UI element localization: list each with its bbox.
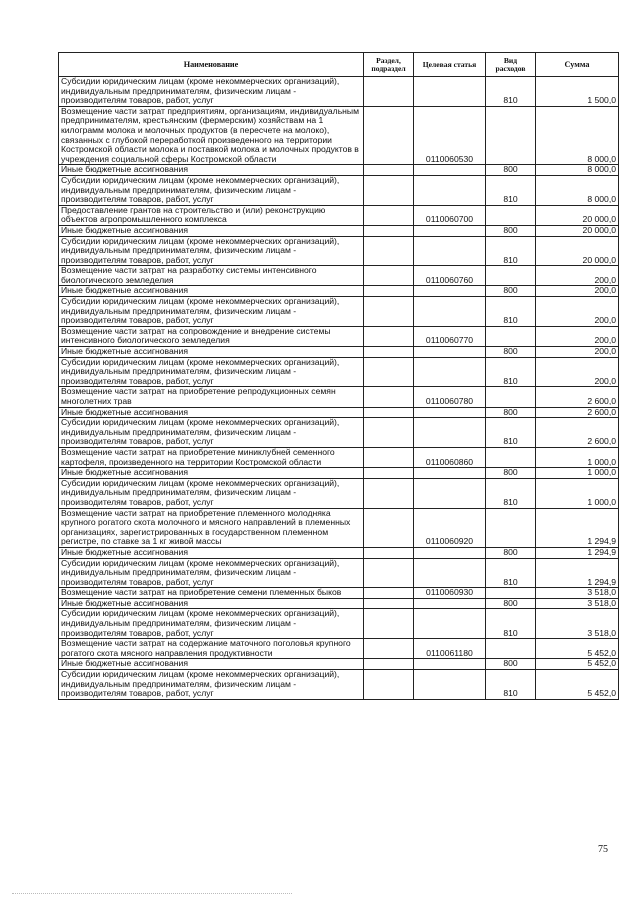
cell-sum: 200,0 (536, 357, 619, 387)
table-row (59, 326, 619, 346)
cell-sum: 1 500,0 (536, 77, 619, 107)
cell-sum: 200,0 (536, 326, 619, 346)
cell-target (414, 547, 486, 558)
cell-name: Возмещение части затрат на сопровождение и внедрение системы интенсивного биологического земледелия (59, 326, 364, 346)
cell-name: Возмещение части затрат на приобретение репродукционных семян многолетних трав (59, 387, 364, 407)
cell-target (414, 165, 486, 176)
table-row (59, 286, 619, 297)
table-row (59, 609, 619, 639)
cell-name: Субсидии юридическим лицам (кроме некоммерческих организаций), индивидуальным предпринимателям, физическим лицам - производителям товаров, работ, услуг (59, 77, 364, 107)
footer-divider (12, 893, 292, 895)
cell-kind: 810 (486, 609, 536, 639)
cell-target (414, 175, 486, 205)
cell-section (364, 357, 414, 387)
cell-kind (486, 266, 536, 286)
cell-target (414, 407, 486, 418)
header-target: Целевая статья (414, 53, 486, 77)
cell-kind: 800 (486, 347, 536, 358)
cell-section (364, 418, 414, 448)
table-row (59, 165, 619, 176)
header-section: Раздел, подраздел (364, 53, 414, 77)
cell-kind: 800 (486, 547, 536, 558)
header-kind: Вид расходов (486, 53, 536, 77)
cell-kind: 810 (486, 558, 536, 588)
table-row (59, 598, 619, 609)
cell-kind: 800 (486, 407, 536, 418)
cell-target: 0110060760 (414, 266, 486, 286)
cell-name: Иные бюджетные ассигнования (59, 659, 364, 670)
cell-kind: 810 (486, 236, 536, 266)
cell-section (364, 588, 414, 599)
cell-kind: 800 (486, 659, 536, 670)
cell-name: Возмещение части затрат на приобретение семени племенных быков (59, 588, 364, 599)
cell-section (364, 286, 414, 297)
cell-name: Субсидии юридическим лицам (кроме некоммерческих организаций), индивидуальным предпринимателям, физическим лицам - производителям товаров, работ, услуг (59, 418, 364, 448)
cell-section (364, 326, 414, 346)
table-row (59, 387, 619, 407)
cell-target (414, 418, 486, 448)
cell-section (364, 297, 414, 327)
cell-sum: 1 000,0 (536, 478, 619, 508)
cell-kind (486, 588, 536, 599)
cell-name: Иные бюджетные ассигнования (59, 468, 364, 479)
cell-sum: 200,0 (536, 297, 619, 327)
cell-sum: 3 518,0 (536, 609, 619, 639)
cell-sum: 20 000,0 (536, 205, 619, 225)
table-row (59, 659, 619, 670)
table-row (59, 588, 619, 599)
cell-kind (486, 508, 536, 547)
cell-target: 0110060780 (414, 387, 486, 407)
cell-section (364, 659, 414, 670)
cell-name: Субсидии юридическим лицам (кроме некоммерческих организаций), индивидуальным предпринимателям, физическим лицам - производителям товаров, работ, услуг (59, 670, 364, 700)
cell-kind: 800 (486, 225, 536, 236)
cell-target (414, 297, 486, 327)
table-row (59, 418, 619, 448)
table-row (59, 357, 619, 387)
cell-section (364, 387, 414, 407)
cell-target: 0110061180 (414, 639, 486, 659)
cell-name: Субсидии юридическим лицам (кроме некоммерческих организаций), индивидуальным предпринимателям, физическим лицам - производителям товаров, работ, услуг (59, 357, 364, 387)
table-row (59, 106, 619, 165)
cell-section (364, 639, 414, 659)
cell-kind: 810 (486, 357, 536, 387)
cell-sum: 1 294,9 (536, 547, 619, 558)
table-row (59, 175, 619, 205)
cell-section (364, 266, 414, 286)
budget-table (58, 52, 619, 700)
cell-name: Субсидии юридическим лицам (кроме некоммерческих организаций), индивидуальным предпринимателям, физическим лицам - производителям товаров, работ, услуг (59, 236, 364, 266)
cell-sum: 1 294,9 (536, 558, 619, 588)
table-row (59, 266, 619, 286)
table-row (59, 478, 619, 508)
cell-name: Субсидии юридическим лицам (кроме некоммерческих организаций), индивидуальным предпринимателям, физическим лицам - производителям товаров, работ, услуг (59, 175, 364, 205)
cell-section (364, 407, 414, 418)
cell-name: Возмещение части затрат на приобретение племенного молодняка крупного рогатого скота молочного и мясного направлений в племенных организациях, зарегистрированных в государственном племенном регистре, по ставке за 1 кг живой массы (59, 508, 364, 547)
cell-name: Возмещение части затрат на приобретение миниклубней семенного картофеля, произведенного на территории Костромской области (59, 447, 364, 467)
table-row (59, 558, 619, 588)
cell-name: Иные бюджетные ассигнования (59, 165, 364, 176)
cell-section (364, 558, 414, 588)
cell-sum: 2 600,0 (536, 407, 619, 418)
cell-section (364, 670, 414, 700)
cell-section (364, 598, 414, 609)
cell-kind: 800 (486, 286, 536, 297)
cell-sum: 5 452,0 (536, 639, 619, 659)
cell-kind (486, 639, 536, 659)
cell-sum: 1 000,0 (536, 447, 619, 467)
cell-sum: 2 600,0 (536, 418, 619, 448)
cell-sum: 8 000,0 (536, 165, 619, 176)
cell-section (364, 347, 414, 358)
cell-kind (486, 387, 536, 407)
table-row (59, 347, 619, 358)
cell-section (364, 106, 414, 165)
cell-target (414, 478, 486, 508)
page-number: 75 (598, 844, 608, 855)
cell-section (364, 225, 414, 236)
cell-name: Возмещение части затрат предприятиям, организациям, индивидуальным предпринимателям, крестьянским (фермерским) хозяйствам на 1 килограмм молока и молочных продуктов (в пересчете на молоко), связанных с глубокой переработкой произведенного на территории Костромской области молока и поставкой молока и молочных продуктов в учреждения социальной сферы Костромской области (59, 106, 364, 165)
cell-name: Субсидии юридическим лицам (кроме некоммерческих организаций), индивидуальным предпринимателям, физическим лицам - производителям товаров, работ, услуг (59, 558, 364, 588)
cell-kind: 810 (486, 77, 536, 107)
cell-sum: 3 518,0 (536, 598, 619, 609)
cell-name: Возмещение части затрат на разработку системы интенсивного биологического земледелия (59, 266, 364, 286)
cell-sum: 20 000,0 (536, 236, 619, 266)
cell-kind: 810 (486, 418, 536, 448)
cell-section (364, 447, 414, 467)
cell-target (414, 77, 486, 107)
cell-sum: 3 518,0 (536, 588, 619, 599)
cell-sum: 8 000,0 (536, 106, 619, 165)
cell-target: 0110060700 (414, 205, 486, 225)
cell-kind (486, 205, 536, 225)
cell-target: 0110060930 (414, 588, 486, 599)
cell-target: 0110060530 (414, 106, 486, 165)
header-name: Наименование (59, 53, 364, 77)
cell-section (364, 165, 414, 176)
cell-sum: 200,0 (536, 286, 619, 297)
cell-section (364, 205, 414, 225)
cell-target (414, 609, 486, 639)
cell-name: Иные бюджетные ассигнования (59, 598, 364, 609)
cell-target (414, 236, 486, 266)
table-row (59, 447, 619, 467)
cell-target (414, 659, 486, 670)
table-row (59, 547, 619, 558)
cell-section (364, 468, 414, 479)
cell-name: Иные бюджетные ассигнования (59, 407, 364, 418)
table-row (59, 508, 619, 547)
table-row (59, 670, 619, 700)
cell-name: Субсидии юридическим лицам (кроме некоммерческих организаций), индивидуальным предпринимателям, физическим лицам - производителям товаров, работ, услуг (59, 297, 364, 327)
cell-name: Предоставление грантов на строительство и (или) реконструкцию объектов агропромышленного комплекса (59, 205, 364, 225)
cell-section (364, 508, 414, 547)
cell-sum: 5 452,0 (536, 670, 619, 700)
cell-sum: 200,0 (536, 266, 619, 286)
table-header-row (59, 53, 619, 77)
table-row (59, 639, 619, 659)
cell-kind: 810 (486, 478, 536, 508)
cell-name: Иные бюджетные ассигнования (59, 225, 364, 236)
cell-target (414, 558, 486, 588)
cell-name: Субсидии юридическим лицам (кроме некоммерческих организаций), индивидуальным предпринимателям, физическим лицам - производителям товаров, работ, услуг (59, 478, 364, 508)
table-row (59, 297, 619, 327)
cell-target (414, 286, 486, 297)
cell-sum: 200,0 (536, 347, 619, 358)
cell-kind: 810 (486, 670, 536, 700)
cell-name: Субсидии юридическим лицам (кроме некоммерческих организаций), индивидуальным предпринимателям, физическим лицам - производителям товаров, работ, услуг (59, 609, 364, 639)
table-row (59, 205, 619, 225)
cell-target: 0110060920 (414, 508, 486, 547)
cell-sum: 2 600,0 (536, 387, 619, 407)
cell-section (364, 77, 414, 107)
table-row (59, 407, 619, 418)
cell-kind: 810 (486, 175, 536, 205)
cell-sum: 20 000,0 (536, 225, 619, 236)
table-row (59, 468, 619, 479)
table-row (59, 77, 619, 107)
cell-kind: 800 (486, 598, 536, 609)
cell-target (414, 225, 486, 236)
cell-section (364, 609, 414, 639)
cell-sum: 5 452,0 (536, 659, 619, 670)
cell-sum: 8 000,0 (536, 175, 619, 205)
cell-section (364, 236, 414, 266)
cell-kind (486, 447, 536, 467)
cell-kind: 810 (486, 297, 536, 327)
cell-kind: 800 (486, 468, 536, 479)
header-sum: Сумма (536, 53, 619, 77)
cell-target (414, 357, 486, 387)
cell-sum: 1 294,9 (536, 508, 619, 547)
table-row (59, 236, 619, 266)
cell-target: 0110060770 (414, 326, 486, 346)
cell-section (364, 547, 414, 558)
cell-name: Возмещение части затрат на содержание маточного поголовья крупного рогатого скота мясного направления продуктивности (59, 639, 364, 659)
cell-sum: 1 000,0 (536, 468, 619, 479)
cell-kind: 800 (486, 165, 536, 176)
cell-target (414, 468, 486, 479)
cell-section (364, 175, 414, 205)
table-row (59, 225, 619, 236)
cell-target: 0110060860 (414, 447, 486, 467)
cell-target (414, 670, 486, 700)
cell-name: Иные бюджетные ассигнования (59, 286, 364, 297)
cell-section (364, 478, 414, 508)
cell-kind (486, 326, 536, 346)
cell-name: Иные бюджетные ассигнования (59, 547, 364, 558)
cell-target (414, 598, 486, 609)
cell-kind (486, 106, 536, 165)
cell-target (414, 347, 486, 358)
cell-name: Иные бюджетные ассигнования (59, 347, 364, 358)
